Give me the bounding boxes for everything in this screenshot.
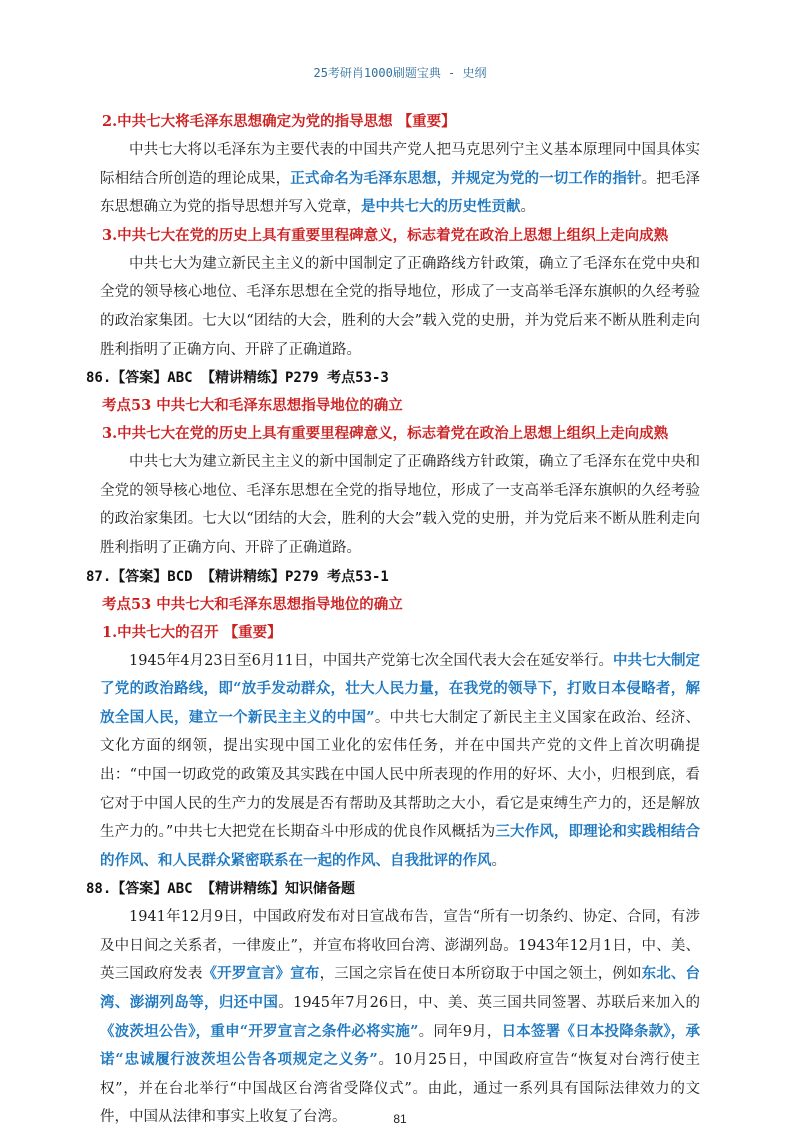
answer-87-heading: 87.【答案】BCD 【精讲精练】P279 考点53-1 bbox=[86, 568, 389, 585]
text-run: 。同年9月， bbox=[418, 1023, 502, 1040]
highlight-text: 中共七大制定了党的政治路线，即“放手发动群众，壮大人民力量，在我党的领导下，打败日本侵略者，解放全国人民，建立一个新民主主义的中国” bbox=[100, 651, 700, 726]
text-run: ，三国之宗旨在使日本所窃取于中国之领土，例如 bbox=[319, 966, 642, 983]
paragraph-taiwan-recovery bbox=[100, 903, 700, 1132]
page-content bbox=[86, 108, 701, 1132]
exam-point-heading: 考点53 中共七大和毛泽东思想指导地位的确立 bbox=[102, 595, 403, 613]
text-run: 。中共七大制定了新民主主义国家在政治、经济、文化方面的纲领，提出实现中国工业化的宏伟任务，并在中国共产党的文件上首次明确提出：“中国一切政党的政策及其实践在中国人民中所表现的作用的好坏、大小，归根到底，看它对于中国人民的生产力的发展是否有帮助及其帮助之大小，看它是束缚生产力的，还是解放生产力的。”中共七大把党在长期奋斗中形成的优良作风概括为 bbox=[100, 709, 701, 841]
highlight-text: 是中共七大的历史性贡献 bbox=[361, 198, 521, 216]
page-number: 81 bbox=[393, 1112, 407, 1126]
section-heading-milestone-repeat: 3.中共七大在党的历史上具有重要里程碑意义，标志着党在政治上思想上组织上走向成熟 bbox=[102, 425, 669, 443]
text-run: 1945年4月23日至6月11日，中国共产党第七次全国代表大会在延安举行。 bbox=[129, 652, 613, 669]
text-run: 。1945年7月26日，中、美、英三国共同签署、苏联后来加入的 bbox=[278, 995, 701, 1012]
paragraph-milestone-repeat: 中共七大为建立新民主主义的新中国制定了正确路线方针政策，确立了毛泽东在党中央和全党的领导核心地位、毛泽东思想在全党的指导地位，形成了一支高举毛泽东旗帜的久经考验的政治家集团。七大以“团结的大会，胜利的大会”载入党的史册，并为党后来不断从胜利走向胜利指明了正确方向、开辟了正确道路。 bbox=[100, 454, 700, 556]
text-run: 。 bbox=[491, 852, 506, 869]
answer-86-heading: 86.【答案】ABC 【精讲精练】P279 考点53-3 bbox=[86, 370, 389, 387]
paragraph-congress-held bbox=[100, 647, 700, 876]
highlight-text: 正式命名为毛泽东思想，并规定为党的一切工作的指针 bbox=[290, 169, 642, 187]
text-run: 1941年12月9日，中国政府发布对日宣战布告，宣告“所有一切条约、协定、合同，有涉及中日间之关系者，一律废止”，并宣布将收回台湾、澎湖列岛。1943年12月1日，中、美、英三国政府发表 bbox=[100, 909, 700, 983]
section-heading-congress-held: 1.中共七大的召开 【重要】 bbox=[102, 623, 282, 641]
exam-point-heading: 考点53 中共七大和毛泽东思想指导地位的确立 bbox=[102, 397, 403, 415]
paragraph-milestone: 中共七大为建立新民主主义的新中国制定了正确路线方针政策，确立了毛泽东在党中央和全党的领导核心地位、毛泽东思想在全党的指导地位，形成了一支高举毛泽东旗帜的久经考验的政治家集团。七大以“团结的大会，胜利的大会”载入党的史册，并为党后来不断从胜利走向胜利指明了正确方向、开辟了正确道路。 bbox=[100, 255, 700, 358]
highlight-text: 东北、台湾、澎湖列岛等，归还中国 bbox=[100, 965, 701, 1012]
text-run: 。10月25日，中国政府宣告“恢复对台湾行使主权”，并在台北举行“中国战区台湾省受降仪式”。由此，通过一系列具有国际法律效力的文件，中国从法律和事实上收复了台湾。 bbox=[100, 1052, 700, 1126]
answer-88-heading: 88.【答案】ABC 【精讲精练】知识储备题 bbox=[86, 881, 356, 898]
highlight-text: 三大作风，即理论和实践相结合的作风、和人民群众紧密联系在一起的作风、自我批评的作风 bbox=[100, 823, 701, 869]
text-run: 。 bbox=[520, 199, 535, 216]
text-run: 。把毛泽东思想确立为党的指导思想并写入党章， bbox=[100, 170, 701, 216]
paragraph-mao-thought-naming bbox=[100, 136, 700, 222]
section-heading-milestone: 3.中共七大在党的历史上具有重要里程碑意义，标志着党在政治上思想上组织上走向成熟 bbox=[102, 226, 669, 244]
section-heading-guiding-thought: 2.中共七大将毛泽东思想确定为党的指导思想 【重要】 bbox=[102, 113, 456, 130]
highlight-text: 《波茨坦公告》，重申“开罗宣言之条件必将实施” bbox=[100, 1022, 419, 1040]
text-run: 中共七大将以毛泽东为主要代表的中国共产党人把马克思列宁主义基本原理同中国具体实际相结合所创造的理论成果， bbox=[100, 142, 700, 187]
highlight-text: 日本签署《日本投降条款》，承诺“忠诚履行波茨坦公告各项规定之义务” bbox=[100, 1022, 700, 1069]
highlight-text: 《开罗宣言》宣布 bbox=[202, 965, 320, 983]
page-header: 25考研肖1000刷题宝典 - 史纲 bbox=[313, 66, 487, 80]
